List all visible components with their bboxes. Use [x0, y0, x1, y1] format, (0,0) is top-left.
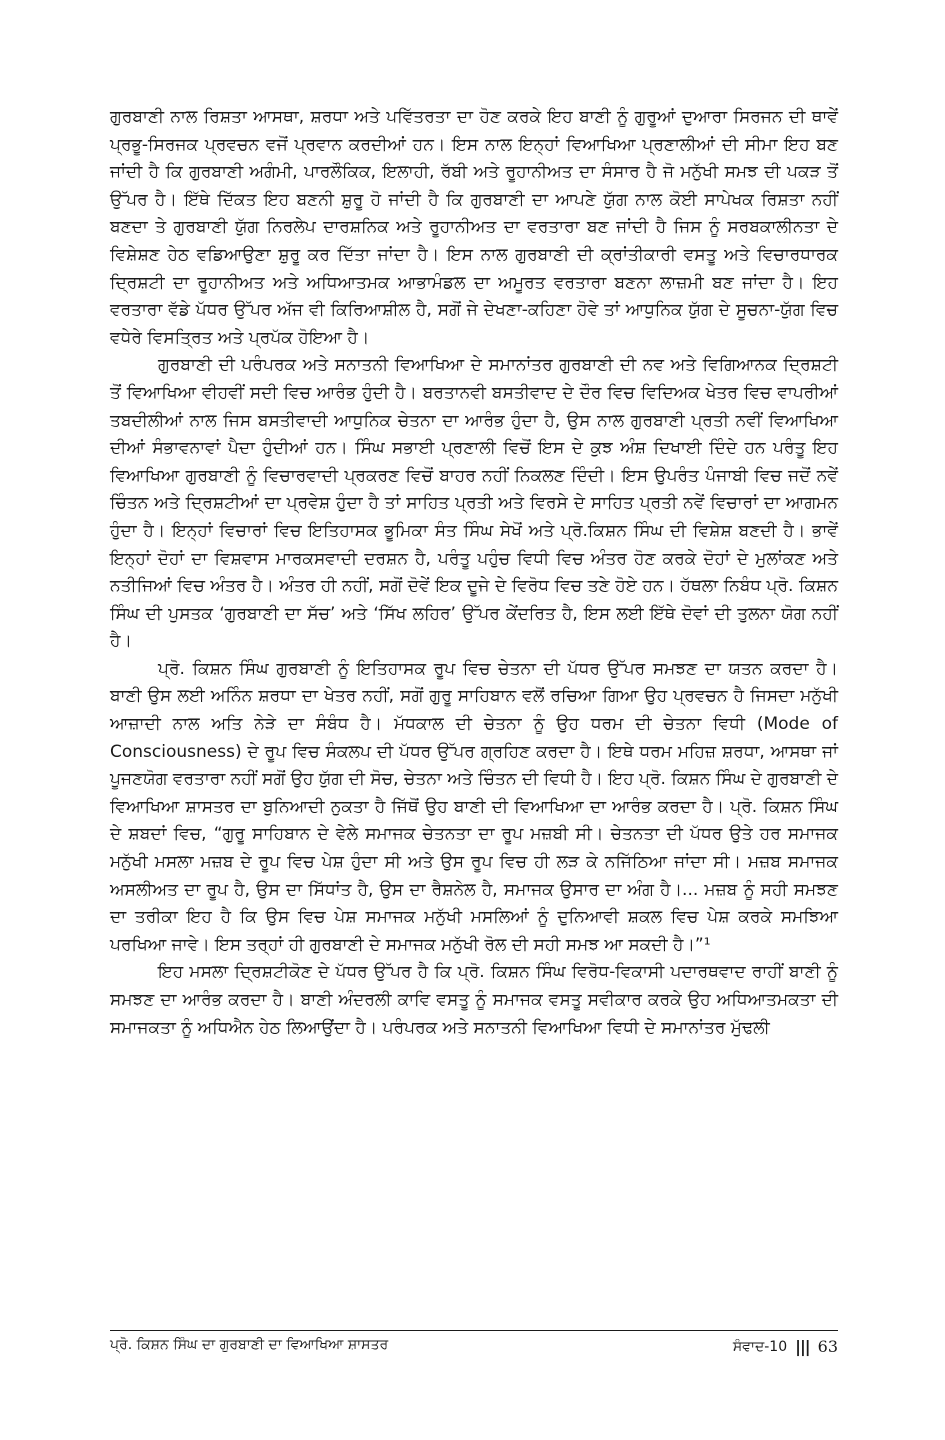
page-number: 63	[817, 1337, 838, 1356]
page-footer	[110, 1334, 838, 1364]
page-body	[110, 104, 838, 1042]
footer-right-group	[733, 1337, 838, 1356]
running-title: ਪ੍ਰੋ. ਕਿਸ਼ਨ ਸਿੰਘ ਦਾ ਗੁਰਬਾਣੀ ਦਾ ਵਿਆਖਿਆ ਸ਼ਾਸਤਰ	[110, 1337, 389, 1353]
footer-divider	[110, 1330, 838, 1331]
paragraph-3: ਪ੍ਰੋ. ਕਿਸ਼ਨ ਸਿੰਘ ਗੁਰਬਾਣੀ ਨੂੰ ਇਤਿਹਾਸਕ ਰੂਪ ਵਿਚ ਚੇਤਨਾ ਦੀ ਪੱਧਰ ਉੱਪਰ ਸਮਝਣ ਦਾ ਯਤਨ ਕਰਦਾ ਹੈ। ਬਾਣੀ ਉਸ ਲਈ ਅਨਿੰਨ ਸ਼ਰਧਾ ਦਾ ਖੇਤਰ ਨਹੀਂ, ਸਗੋਂ ਗੁਰੂ ਸਾਹਿਬਾਨ ਵਲੋਂ ਰਚਿਆ ਗਿਆ ਉਹ ਪ੍ਰਵਚਨ ਹੈ ਜਿਸਦਾ ਮਨੁੱਖੀ ਆਜ਼ਾਦੀ ਨਾਲ ਅਤਿ ਨੇੜੇ ਦਾ ਸੰਬੰਧ ਹੈ। ਮੱਧਕਾਲ ਦੀ ਚੇਤਨਾ ਨੂੰ ਉਹ ਧਰਮ ਦੀ ਚੇਤਨਾ ਵਿਧੀ (Mode of Consciousness) ਦੇ ਰੂਪ ਵਿਚ ਸੰਕਲਪ ਦੀ ਪੱਧਰ ਉੱਪਰ ਗ੍ਰਹਿਣ ਕਰਦਾ ਹੈ। ਇਥੇ ਧਰਮ ਮਹਿਜ਼ ਸ਼ਰਧਾ, ਆਸਥਾ ਜਾਂ ਪੂਜਣਯੋਗ ਵਰਤਾਰਾ ਨਹੀਂ ਸਗੋਂ ਉਹ ਯੁੱਗ ਦੀ ਸੋਚ, ਚੇਤਨਾ ਅਤੇ ਚਿੰਤਨ ਦੀ ਵਿਧੀ ਹੈ। ਇਹ ਪ੍ਰੋ. ਕਿਸ਼ਨ ਸਿੰਘ ਦੇ ਗੁਰਬਾਣੀ ਦੇ ਵਿਆਖਿਆ ਸ਼ਾਸਤਰ ਦਾ ਬੁਨਿਆਦੀ ਨੁਕਤਾ ਹੈ ਜਿੱਥੋਂ ਉਹ ਬਾਣੀ ਦੀ ਵਿਆਖਿਆ ਦਾ ਆਰੰਭ ਕਰਦਾ ਹੈ। ਪ੍ਰੋ. ਕਿਸ਼ਨ ਸਿੰਘ ਦੇ ਸ਼ਬਦਾਂ ਵਿਚ, “ਗੁਰੂ ਸਾਹਿਬਾਨ ਦੇ ਵੇਲੇ ਸਮਾਜਕ ਚੇਤਨਤਾ ਦਾ ਰੂਪ ਮਜ਼ਬੀ ਸੀ। ਚੇਤਨਤਾ ਦੀ ਪੱਧਰ ਉਤੇ ਹਰ ਸਮਾਜਕ ਮਨੁੱਖੀ ਮਸਲਾ ਮਜ਼ਬ ਦੇ ਰੂਪ ਵਿਚ ਪੇਸ਼ ਹੁੰਦਾ ਸੀ ਅਤੇ ਉਸ ਰੂਪ ਵਿਚ ਹੀ ਲੜ ਕੇ ਨਜਿੱਠਿਆ ਜਾਂਦਾ ਸੀ। ਮਜ਼ਬ ਸਮਾਜਕ ਅਸਲੀਅਤ ਦਾ ਰੂਪ ਹੈ, ਉਸ ਦਾ ਸਿੱਧਾਂਤ ਹੈ, ਉਸ ਦਾ ਰੈਸ਼ਨੇਲ ਹੈ, ਸਮਾਜਕ ਉਸਾਰ ਦਾ ਅੰਗ ਹੈ।... ਮਜ਼ਬ ਨੂੰ ਸਹੀ ਸਮਝਣ ਦਾ ਤਰੀਕਾ ਇਹ ਹੈ ਕਿ ਉਸ ਵਿਚ ਪੇਸ਼ ਸਮਾਜਕ ਮਨੁੱਖੀ ਮਸਲਿਆਂ ਨੂੰ ਦੁਨਿਆਵੀ ਸ਼ਕਲ ਵਿਚ ਪੇਸ਼ ਕਰਕੇ ਸਮਝਿਆ ਪਰਖਿਆ ਜਾਵੇ। ਇਸ ਤਰ੍ਹਾਂ ਹੀ ਗੁਰਬਾਣੀ ਦੇ ਸਮਾਜਕ ਮਨੁੱਖੀ ਰੋਲ ਦੀ ਸਹੀ ਸਮਝ ਆ ਸਕਦੀ ਹੈ।”¹	[110, 658, 838, 955]
paragraph-2: ਗੁਰਬਾਣੀ ਦੀ ਪਰੰਪਰਕ ਅਤੇ ਸਨਾਤਨੀ ਵਿਆਖਿਆ ਦੇ ਸਮਾਨਾਂਤਰ ਗੁਰਬਾਣੀ ਦੀ ਨਵ ਅਤੇ ਵਿਗਿਆਨਕ ਦ੍ਰਿਸ਼ਟੀ ਤੋਂ ਵਿਆਖਿਆ ਵੀਹਵੀਂ ਸਦੀ ਵਿਚ ਆਰੰਭ ਹੁੰਦੀ ਹੈ। ਬਰਤਾਨਵੀ ਬਸਤੀਵਾਦ ਦੇ ਦੌਰ ਵਿਚ ਵਿਦਿਅਕ ਖੇਤਰ ਵਿਚ ਵਾਪਰੀਆਂ ਤਬਦੀਲੀਆਂ ਨਾਲ ਜਿਸ ਬਸਤੀਵਾਦੀ ਆਧੁਨਿਕ ਚੇਤਨਾ ਦਾ ਆਰੰਭ ਹੁੰਦਾ ਹੈ, ਉਸ ਨਾਲ ਗੁਰਬਾਣੀ ਪ੍ਰਤੀ ਨਵੀਂ ਵਿਆਖਿਆ ਦੀਆਂ ਸੰਭਾਵਨਾਵਾਂ ਪੈਦਾ ਹੁੰਦੀਆਂ ਹਨ। ਸਿੰਘ ਸਭਾਈ ਪ੍ਰਣਾਲੀ ਵਿਚੋਂ ਇਸ ਦੇ ਕੁਝ ਅੰਸ਼ ਦਿਖਾਈ ਦਿੰਦੇ ਹਨ ਪਰੰਤੂ ਇਹ ਵਿਆਖਿਆ ਗੁਰਬਾਣੀ ਨੂੰ ਵਿਚਾਰਵਾਦੀ ਪ੍ਰਕਰਣ ਵਿਚੋਂ ਬਾਹਰ ਨਹੀਂ ਨਿਕਲਣ ਦਿੰਦੀ। ਇਸ ਉਪਰੰਤ ਪੰਜਾਬੀ ਵਿਚ ਜਦੋਂ ਨਵੇਂ ਚਿੰਤਨ ਅਤੇ ਦ੍ਰਿਸ਼ਟੀਆਂ ਦਾ ਪ੍ਰਵੇਸ਼ ਹੁੰਦਾ ਹੈ ਤਾਂ ਸਾਹਿਤ ਪ੍ਰਤੀ ਅਤੇ ਵਿਰਸੇ ਦੇ ਸਾਹਿਤ ਪ੍ਰਤੀ ਨਵੇਂ ਵਿਚਾਰਾਂ ਦਾ ਆਗਮਨ ਹੁੰਦਾ ਹੈ। ਇਨ੍ਹਾਂ ਵਿਚਾਰਾਂ ਵਿਚ ਇਤਿਹਾਸਕ ਭੂਮਿਕਾ ਸੰਤ ਸਿੰਘ ਸੇਖੋਂ ਅਤੇ ਪ੍ਰੋ.ਕਿਸ਼ਨ ਸਿੰਘ ਦੀ ਵਿਸ਼ੇਸ਼ ਬਣਦੀ ਹੈ। ਭਾਵੇਂ ਇਨ੍ਹਾਂ ਦੋਹਾਂ ਦਾ ਵਿਸ਼ਵਾਸ ਮਾਰਕਸਵਾਦੀ ਦਰਸ਼ਨ ਹੈ, ਪਰੰਤੂ ਪਹੁੰਚ ਵਿਧੀ ਵਿਚ ਅੰਤਰ ਹੋਣ ਕਰਕੇ ਦੋਹਾਂ ਦੇ ਮੁਲਾਂਕਣ ਅਤੇ ਨਤੀਜਿਆਂ ਵਿਚ ਅੰਤਰ ਹੈ। ਅੰਤਰ ਹੀ ਨਹੀਂ, ਸਗੋਂ ਦੋਵੇਂ ਇਕ ਦੂਜੇ ਦੇ ਵਿਰੋਧ ਵਿਚ ਤਣੇ ਹੋਏ ਹਨ। ਹੱਥਲਾ ਨਿਬੰਧ ਪ੍ਰੋ. ਕਿਸ਼ਨ ਸਿੰਘ ਦੀ ਪੁਸਤਕ ‘ਗੁਰਬਾਣੀ ਦਾ ਸੱਚ’ ਅਤੇ ‘ਸਿੱਖ ਲਹਿਰ’ ਉੱਪਰ ਕੇਂਦਰਿਤ ਹੈ, ਇਸ ਲਈ ਇੱਥੇ ਦੋਵਾਂ ਦੀ ਤੁਲਨਾ ਯੋਗ ਨਹੀਂ ਹੈ।	[110, 355, 838, 652]
separator-mark: |||	[795, 1337, 810, 1356]
paragraph-4: ਇਹ ਮਸਲਾ ਦ੍ਰਿਸ਼ਟੀਕੋਣ ਦੇ ਪੱਧਰ ਉੱਪਰ ਹੈ ਕਿ ਪ੍ਰੋ. ਕਿਸ਼ਨ ਸਿੰਘ ਵਿਰੋਧ-ਵਿਕਾਸੀ ਪਦਾਰਥਵਾਦ ਰਾਹੀਂ ਬਾਣੀ ਨੂੰ ਸਮਝਣ ਦਾ ਆਰੰਭ ਕਰਦਾ ਹੈ। ਬਾਣੀ ਅੰਦਰਲੀ ਕਾਵਿ ਵਸਤੂ ਨੂੰ ਸਮਾਜਕ ਵਸਤੂ ਸਵੀਕਾਰ ਕਰਕੇ ਉਹ ਅਧਿਆਤਮਕਤਾ ਦੀ ਸਮਾਜਕਤਾ ਨੂੰ ਅਧਿਐਨ ਹੇਠ ਲਿਆਉਂਦਾ ਹੈ। ਪਰੰਪਰਕ ਅਤੇ ਸਨਾਤਨੀ ਵਿਆਖਿਆ ਵਿਧੀ ਦੇ ਸਮਾਨਾਂਤਰ ਮੁੱਢਲੀ	[110, 962, 838, 1038]
paragraph-1: ਗੁਰਬਾਣੀ ਨਾਲ ਰਿਸ਼ਤਾ ਆਸਥਾ, ਸ਼ਰਧਾ ਅਤੇ ਪਵਿੱਤਰਤਾ ਦਾ ਹੋਣ ਕਰਕੇ ਇਹ ਬਾਣੀ ਨੂੰ ਗੁਰੂਆਂ ਦੁਆਰਾ ਸਿਰਜਨ ਦੀ ਥਾਵੇਂ ਪ੍ਰਭੂ-ਸਿਰਜਕ ਪ੍ਰਵਚਨ ਵਜੋਂ ਪ੍ਰਵਾਨ ਕਰਦੀਆਂ ਹਨ। ਇਸ ਨਾਲ ਇਨ੍ਹਾਂ ਵਿਆਖਿਆ ਪ੍ਰਣਾਲੀਆਂ ਦੀ ਸੀਮਾ ਇਹ ਬਣ ਜਾਂਦੀ ਹੈ ਕਿ ਗੁਰਬਾਣੀ ਅਗੰਮੀ, ਪਾਰਲੌਕਿਕ, ਇਲਾਹੀ, ਰੱਬੀ ਅਤੇ ਰੂਹਾਨੀਅਤ ਦਾ ਸੰਸਾਰ ਹੈ ਜੋ ਮਨੁੱਖੀ ਸਮਝ ਦੀ ਪਕੜ ਤੋਂ ਉੱਪਰ ਹੈ। ਇੱਥੇ ਦਿੱਕਤ ਇਹ ਬਣਨੀ ਸ਼ੁਰੂ ਹੋ ਜਾਂਦੀ ਹੈ ਕਿ ਗੁਰਬਾਣੀ ਦਾ ਆਪਣੇ ਯੁੱਗ ਨਾਲ ਕੋਈ ਸਾਪੇਖਕ ਰਿਸ਼ਤਾ ਨਹੀਂ ਬਣਦਾ ਤੇ ਗੁਰਬਾਣੀ ਯੁੱਗ ਨਿਰਲੇਪ ਦਾਰਸ਼ਨਿਕ ਅਤੇ ਰੂਹਾਨੀਅਤ ਦਾ ਵਰਤਾਰਾ ਬਣ ਜਾਂਦੀ ਹੈ ਜਿਸ ਨੂੰ ਸਰਬਕਾਲੀਨਤਾ ਦੇ ਵਿਸ਼ੇਸ਼ਣ ਹੇਠ ਵਡਿਆਉਣਾ ਸ਼ੁਰੂ ਕਰ ਦਿੱਤਾ ਜਾਂਦਾ ਹੈ। ਇਸ ਨਾਲ ਗੁਰਬਾਣੀ ਦੀ ਕ੍ਰਾਂਤੀਕਾਰੀ ਵਸਤੂ ਅਤੇ ਵਿਚਾਰਧਾਰਕ ਦ੍ਰਿਸ਼ਟੀ ਦਾ ਰੂਹਾਨੀਅਤ ਅਤੇ ਅਧਿਆਤਮਕ ਆਭਾਮੰਡਲ ਦਾ ਅਮੂਰਤ ਵਰਤਾਰਾ ਬਣਨਾ ਲਾਜ਼ਮੀ ਬਣ ਜਾਂਦਾ ਹੈ। ਇਹ ਵਰਤਾਰਾ ਵੱਡੇ ਪੱਧਰ ਉੱਪਰ ਅੱਜ ਵੀ ਕਿਰਿਆਸ਼ੀਲ ਹੈ, ਸਗੋਂ ਜੇ ਦੇਖਣਾ-ਕਹਿਣਾ ਹੋਵੇ ਤਾਂ ਆਧੁਨਿਕ ਯੁੱਗ ਦੇ ਸੂਚਨਾ-ਯੁੱਗ ਵਿਚ ਵਧੇਰੇ ਵਿਸਤ੍ਰਿਤ ਅਤੇ ਪ੍ਰਪੱਕ ਹੋਇਆ ਹੈ।	[110, 107, 838, 348]
journal-name: ਸੰਵਾਦ-10	[732, 1338, 788, 1355]
